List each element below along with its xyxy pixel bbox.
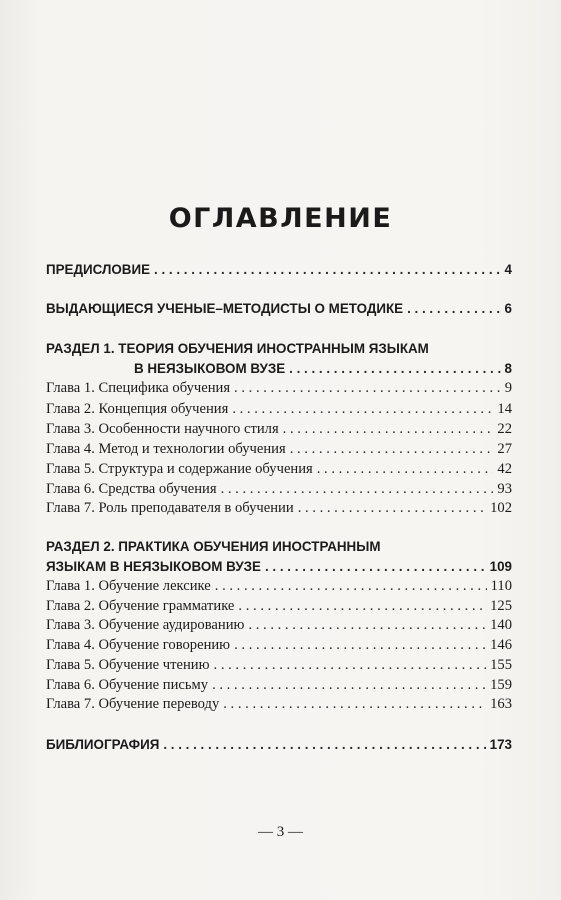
chapter-page: 42 <box>497 461 512 477</box>
section-page: 8 <box>504 361 512 376</box>
chapter-page: 163 <box>490 696 512 712</box>
section-1-heading <box>46 361 512 376</box>
chapter-page: 14 <box>497 401 512 417</box>
leader-dots <box>234 637 486 654</box>
chapter-page: 140 <box>490 617 512 633</box>
toc-entry-text: БИБЛИОГРАФИЯ <box>46 737 160 752</box>
page-title: ОГЛАВЛЕНИЕ <box>168 203 393 234</box>
chapter-row <box>46 617 512 634</box>
leader-dots <box>298 500 486 517</box>
chapter-page: 110 <box>490 578 512 594</box>
chapter-title: Глава 3. Обучение аудированию <box>46 617 245 633</box>
toc-entry-scholars <box>46 301 512 316</box>
chapter-row <box>46 598 512 615</box>
chapter-page: 22 <box>497 421 512 437</box>
chapter-row <box>46 657 512 674</box>
chapter-row <box>46 401 512 418</box>
leader-dots <box>290 441 494 458</box>
chapter-row <box>46 461 512 478</box>
leader-dots <box>248 617 486 634</box>
chapter-row <box>46 696 512 713</box>
section-2-heading-line1: РАЗДЕЛ 2. ПРАКТИКА ОБУЧЕНИЯ ИНОСТРАННЫМ <box>46 539 381 554</box>
chapter-row <box>46 500 512 517</box>
chapter-title: Глава 5. Обучение чтению <box>46 657 210 673</box>
section-1-heading-line1: РАЗДЕЛ 1. ТЕОРИЯ ОБУЧЕНИЯ ИНОСТРАННЫМ ЯЗЫКАМ <box>46 341 429 356</box>
chapter-row <box>46 677 512 694</box>
leader-dots <box>221 481 494 498</box>
chapter-row <box>46 441 512 458</box>
chapter-title: Глава 7. Обучение переводу <box>46 696 220 712</box>
section-page: 109 <box>489 559 512 574</box>
toc-entry-bibliography <box>46 737 512 752</box>
page-number: — 3 — <box>258 824 303 840</box>
chapter-title: Глава 7. Роль преподавателя в обучении <box>46 500 294 516</box>
chapter-row <box>46 421 512 438</box>
leader-dots <box>289 361 500 376</box>
chapter-title: Глава 4. Метод и технологии обучения <box>46 441 286 457</box>
leader-dots <box>163 737 485 752</box>
chapter-title: Глава 2. Концепция обучения <box>46 401 229 417</box>
chapter-row <box>46 637 512 654</box>
chapter-page: 146 <box>490 637 512 653</box>
leader-dots <box>283 421 494 438</box>
chapter-row <box>46 380 512 397</box>
leader-dots <box>214 657 487 674</box>
chapter-title: Глава 1. Обучение лексике <box>46 578 211 594</box>
chapter-page: 9 <box>504 380 512 396</box>
chapter-page: 159 <box>490 677 512 693</box>
chapter-title: Глава 3. Особенности научного стиля <box>46 421 279 437</box>
leader-dots <box>223 696 486 713</box>
toc-entry-page: 4 <box>504 262 512 277</box>
section-heading-line2: ЯЗЫКАМ В НЕЯЗЫКОВОМ ВУЗЕ <box>46 559 261 574</box>
leader-dots <box>232 401 493 418</box>
leader-dots <box>234 380 501 397</box>
chapter-page: 93 <box>497 481 512 497</box>
toc-entry-text: ПРЕДИСЛОВИЕ <box>46 262 151 277</box>
chapter-title: Глава 6. Средства обучения <box>46 481 217 497</box>
leader-dots <box>407 301 500 316</box>
section-heading-line2: В НЕЯЗЫКОВОМ ВУЗЕ <box>134 361 286 376</box>
leader-dots <box>317 461 494 478</box>
leader-dots <box>215 578 487 595</box>
chapter-page: 27 <box>497 441 512 457</box>
leader-dots <box>212 677 486 694</box>
toc-entry-preface <box>46 262 512 277</box>
chapter-row <box>46 578 512 595</box>
leader-dots <box>265 559 486 574</box>
chapter-title: Глава 2. Обучение грамматике <box>46 598 235 614</box>
chapter-title: Глава 5. Структура и содержание обучения <box>46 461 313 477</box>
toc-entry-page: 173 <box>489 737 512 752</box>
leader-dots <box>238 598 486 615</box>
chapter-page: 125 <box>490 598 512 614</box>
toc-entry-text: ВЫДАЮЩИЕСЯ УЧЕНЫЕ–МЕТОДИСТЫ О МЕТОДИКЕ <box>46 301 404 316</box>
chapter-page: 102 <box>490 500 512 516</box>
chapter-title: Глава 4. Обучение говорению <box>46 637 231 653</box>
toc-entry-page: 6 <box>504 301 512 316</box>
chapter-title: Глава 1. Специфика обучения <box>46 380 231 396</box>
chapter-title: Глава 6. Обучение письму <box>46 677 209 693</box>
leader-dots <box>154 262 501 277</box>
chapter-page: 155 <box>490 657 512 673</box>
section-2-heading <box>46 559 512 574</box>
chapter-row <box>46 481 512 498</box>
